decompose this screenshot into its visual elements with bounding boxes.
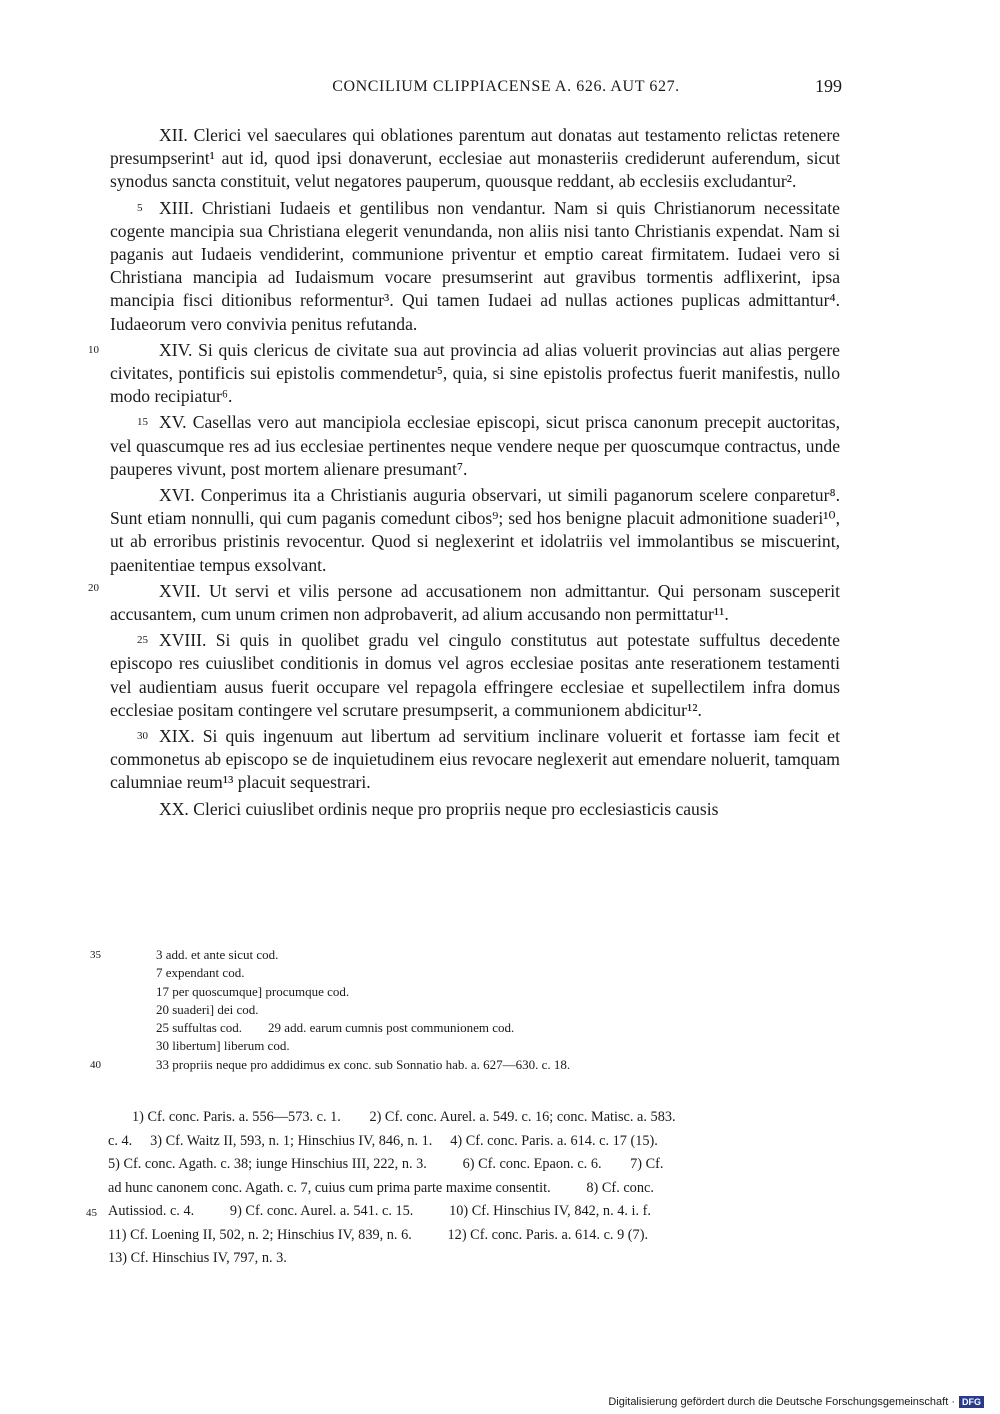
canon-paragraph	[110, 725, 840, 795]
line-number: 40	[90, 1058, 101, 1071]
apparatus-line	[90, 946, 836, 964]
apparatus-line: 17 per quoscumque] procumque cod.	[156, 983, 350, 999]
canon-paragraph: XX. Clerici cuiuslibet ordinis neque pro propriis neque pro ecclesiasticis causis	[159, 798, 719, 819]
dfg-logo: DFG	[959, 1396, 984, 1408]
footnote-line	[86, 1200, 838, 1224]
canon-paragraph-text: XIII. Christiani Iudaeis et gentilibus non vendantur. Nam si quis Christianorum necessitate cogente mancipia sua Christiana elegerit venundanda, non aliis nisi tanto Christianis expendat. Nam si paganis aut Iudaeis vendiderint, communione priventur et emptio careat firmitatem. Iudaei vero si Christiana mancipia ad Iudaismum vocare presumserint aut gravibus tormentis adflixerint, ipsa mancipia fisci ditionibus reformentur³. Qui tamen Iudaei ad nullas actiones puplicas admittantur⁴. Iudaeorum vero convivia penitus refutanda.	[110, 197, 840, 334]
running-title: CONCILIUM CLIPPIACENSE A. 626. AUT 627.	[332, 78, 680, 95]
apparatus-line: 7 expendant cod.	[156, 965, 245, 981]
canon-text	[110, 124, 840, 823]
line-number: 45	[86, 1207, 97, 1219]
canon-paragraph: XII. Clerici vel saeculares qui oblationes parentum aut donatas aut testamento relictas retenere presumpserint¹ aut id, quod ipsi donaverunt, ecclesiae aut monasteriis crediderunt auferendum, sicut synodus sancta constituit, velut negatores pauperum, quousque reddant, ab ecclesiis excludantur².	[110, 125, 840, 192]
line-number: 25	[137, 634, 148, 647]
footnote-text: Autissiod. c. 4. 9) Cf. conc. Aurel. a. 541. c. 15. 10) Cf. Hinschius IV, 842, n. 4. i. f.	[108, 1203, 651, 1219]
footnotes	[86, 1106, 838, 1271]
page-header	[110, 78, 842, 102]
line-number: 20	[88, 582, 99, 594]
digitization-credit	[608, 1396, 984, 1408]
canon-paragraph	[110, 629, 840, 722]
canon-paragraph	[110, 197, 840, 336]
canon-paragraph-text: XVIII. Si quis in quolibet gradu vel cingulo constitutus aut potestate suffultus decedente episcopo res cuiuslibet conditionis in domus vel agros ecclesiae positas ante reserationem testamenti vel audientiam ausus fuerit occupare vel repagola effringere ecclesiae et supellectilem infra domus ecclesiae positam contingere vel scrutare presumpserit, a communionem abdicitur¹².	[110, 630, 840, 720]
canon-paragraph-text: XIX. Si quis ingenuum aut libertum ad servitium inclinare voluerit et fortasse iam fecit et commonetus ab episcopo se de inquietudinem eius revocare neglexerit aut emendare noluerit, tamquam calumniae reum¹³ placuit sequestrari.	[110, 726, 840, 793]
credit-text: Digitalisierung gefördert durch die Deutsche Forschungsgemeinschaft ·	[608, 1396, 955, 1408]
canon-paragraph	[110, 411, 840, 481]
critical-apparatus	[90, 946, 836, 1074]
footnote-line: 11) Cf. Loening II, 502, n. 2; Hinschius IV, 839, n. 6. 12) Cf. conc. Paris. a. 614. c. 9 (7).	[108, 1226, 649, 1243]
canon-paragraph: XVII. Ut servi et vilis persone ad accusationem non admittantur. Qui personam susceperit accusantem, cum unum crimen non adprobaverit, ad alium accusando non permittatur¹¹.	[110, 580, 840, 625]
apparatus-line: 25 suffultas cod. 29 add. earum cumnis post communionem cod.	[156, 1020, 515, 1036]
line-number: 10	[88, 344, 99, 356]
apparatus-line: 30 libertum] liberum cod.	[156, 1038, 290, 1054]
canon-paragraph-text: XV. Casellas vero aut mancipiola ecclesiae episcopi, sicut prisca canonum precepit auctoritas, vel quascumque res ad ius ecclesiae pertinentes neque vendere neque per quoscumque contractus, unde pauperes vivunt, post mortem alienare presumant⁷.	[110, 412, 840, 479]
apparatus-line: 20 suaderi] dei cod.	[156, 1001, 259, 1017]
footnote-line: 13) Cf. Hinschius IV, 797, n. 3.	[108, 1250, 287, 1266]
page-number: 199	[815, 76, 842, 96]
line-number: 35	[90, 949, 101, 961]
footnote-line: c. 4. 3) Cf. Waitz II, 593, n. 1; Hinschius IV, 846, n. 1. 4) Cf. conc. Paris. a. 614. c. 17 (15).	[108, 1132, 658, 1149]
canon-paragraph: XIV. Si quis clericus de civitate sua aut provincia ad alias voluerit provincias aut alias pergere civitates, pontificis sui epistolis commendetur⁵, quia, si sine epistolis profectus fuerit manifestis, nullo modo recipiatur⁶.	[110, 339, 840, 407]
line-number: 5	[137, 201, 143, 214]
apparatus-entry: 33 propriis neque pro addidimus ex conc. sub Sonnatio hab. a. 627—630. c. 18.	[156, 1056, 571, 1072]
apparatus-entry: 3 add. et ante sicut cod.	[156, 947, 279, 962]
apparatus-line	[90, 1056, 836, 1074]
footnote-line: 5) Cf. conc. Agath. c. 38; iunge Hinschius III, 222, n. 3. 6) Cf. conc. Epaon. c. 6. 7) Cf.	[108, 1156, 664, 1172]
canon-paragraph: XVI. Conperimus ita a Christianis auguria observari, ut simili paganorum scelere conparetur⁸. Sunt etiam nonnulli, qui cum paganis comedunt cibos⁹; sed hos benigne placuit admonitione suaderi¹⁰, ut ab erroribus pristinis revocentur. Quod si neglexerint et idolatriis vel immolantibus se miscuerint, paenitentiae tempus exsolvant.	[110, 485, 840, 575]
line-number: 15	[137, 416, 148, 429]
line-number: 30	[137, 730, 148, 743]
footnote-line: ad hunc canonem conc. Agath. c. 7, cuius cum prima parte maxime consentit. 8) Cf. conc.	[108, 1179, 654, 1196]
footnote-line: 1) Cf. conc. Paris. a. 556—573. c. 1. 2) Cf. conc. Aurel. a. 549. c. 16; conc. Matisc. a. 583.	[132, 1109, 676, 1125]
